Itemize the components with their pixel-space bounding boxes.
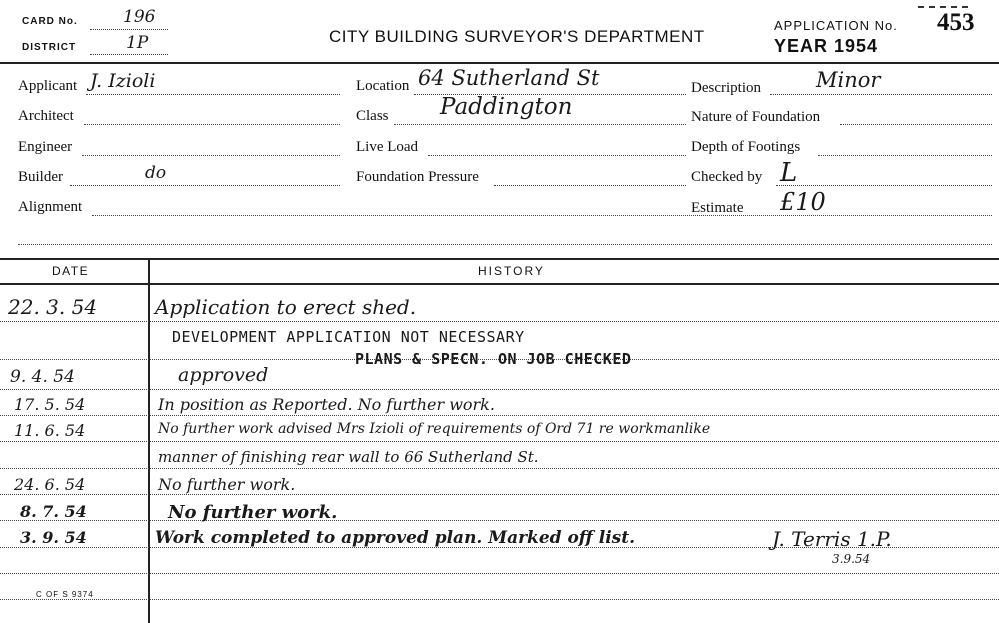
history-row-text: Work completed to approved plan. Marked off list. (155, 528, 636, 548)
class-label: Class (356, 108, 389, 124)
estimate-label: Estimate (691, 200, 744, 216)
alignment-label: Alignment (18, 199, 83, 215)
estimate-value: £10 (780, 188, 826, 216)
history-stamp-development: DEVELOPMENT APPLICATION NOT NECESSARY (172, 328, 525, 346)
class-value: Paddington (440, 94, 573, 120)
engineer-label: Engineer (18, 139, 73, 155)
checked-by-value: L (780, 158, 798, 188)
history-row-text: manner of finishing rear wall to 66 Sutherland St. (158, 448, 539, 466)
card-no-value: 196 (123, 7, 156, 27)
district-label: DISTRICT (22, 42, 77, 53)
history-row-text: No further work. (168, 502, 338, 523)
location-label: Location (356, 78, 410, 94)
date-column-header: DATE (52, 264, 90, 278)
card-no-label: CARD No. (22, 16, 78, 27)
department-title: CITY BUILDING SURVEYOR'S DEPARTMENT (329, 27, 705, 46)
history-row-text: In position as Reported. No further work. (158, 395, 495, 414)
applicant-value: J. Izioli (90, 70, 156, 92)
application-no-value: 453 (937, 9, 975, 36)
history-row-date: 8. 7. 54 (20, 502, 87, 521)
form-code: C OF S 9374 (36, 590, 94, 599)
description-label: Description (691, 80, 761, 96)
builder-label: Builder (18, 169, 63, 185)
description-value: Minor (816, 68, 881, 92)
history-row-text: No further work. (158, 475, 296, 494)
history-row-date: 9. 4. 54 (10, 367, 75, 387)
signature-date: 3.9.54 (832, 552, 871, 566)
history-column-header: HISTORY (478, 264, 545, 278)
history-row-text: Application to erect shed. (155, 295, 417, 319)
location-value: 64 Sutherland St (418, 66, 600, 90)
year-label: YEAR 1954 (774, 36, 879, 56)
signature: J. Terris 1.P. (772, 527, 892, 551)
history-row-date: 22. 3. 54 (8, 295, 98, 319)
checked-by-label: Checked by (691, 169, 763, 185)
history-row-date: 3. 9. 54 (20, 528, 87, 547)
depth-of-footings-label: Depth of Footings (691, 139, 801, 155)
foundation-pressure-label: Foundation Pressure (356, 169, 479, 185)
history-row-text: approved (178, 364, 269, 386)
history-row-text: No further work advised Mrs Izioli of requirements of Ord 71 re workmanlike (158, 421, 711, 437)
builder-value: do (145, 163, 167, 183)
district-value: 1P (126, 33, 149, 53)
history-row-date: 17. 5. 54 (14, 395, 86, 414)
nature-of-foundation-label: Nature of Foundation (691, 109, 821, 125)
history-row-date: 11. 6. 54 (14, 421, 86, 440)
applicant-label: Applicant (18, 78, 78, 94)
history-stamp-plans: PLANS & SPECN. ON JOB CHECKED (355, 350, 632, 368)
live-load-label: Live Load (356, 139, 419, 155)
application-no-label: APPLICATION No. (774, 18, 898, 33)
history-row-date: 24. 6. 54 (14, 475, 86, 494)
architect-label: Architect (18, 108, 74, 124)
